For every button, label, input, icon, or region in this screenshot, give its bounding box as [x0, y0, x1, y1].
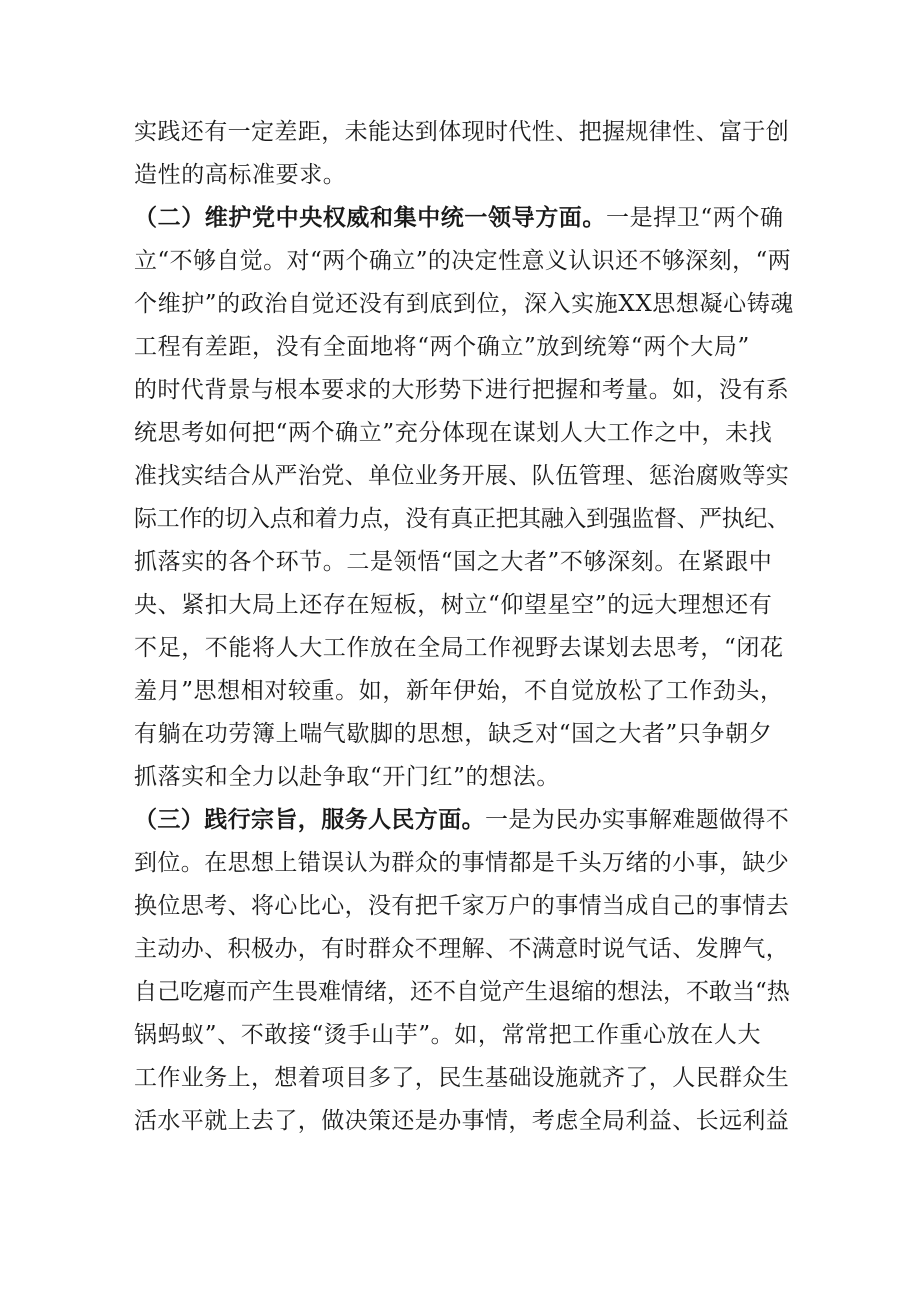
line-text: 自己吃瘪而产生畏难情绪，还不自觉产生退缩的想法，不敢当“热 — [134, 979, 790, 1005]
text-line — [134, 1020, 794, 1050]
text-line — [134, 375, 794, 405]
line-text: 际工作的切入点和着力点，没有真正把其融入到强监督、严执纪、 — [134, 506, 790, 532]
text-line — [134, 160, 794, 190]
line-text: 抓落实的各个环节。二是领悟“国之大者”不够深刻。在紧跟中 — [134, 549, 773, 575]
text-line — [134, 1063, 794, 1093]
text-line — [134, 934, 794, 964]
line-text: 换位思考、将心比心，没有把千家万户的事情当成自己的事情去 — [134, 893, 790, 919]
text-line — [134, 891, 794, 921]
text-line — [134, 977, 794, 1007]
line-text: 工作业务上，想着项目多了，民生基础设施就齐了，人民群众生 — [134, 1065, 790, 1091]
text-line — [134, 590, 794, 620]
text-line — [134, 676, 794, 706]
line-text: 一是为民办实事解难题做得不 — [485, 807, 790, 833]
line-text: 统思考如何把“两个确立”充分体现在谋划人大工作之中，未找 — [134, 420, 773, 446]
text-line — [134, 719, 794, 749]
text-line — [134, 418, 794, 448]
text-line — [134, 633, 794, 663]
line-text: 有躺在功劳簿上喘气歇脚的思想，缺乏对“国之大者”只争朝夕 — [134, 721, 773, 747]
text-line — [134, 547, 794, 577]
text-line — [134, 203, 794, 233]
line-text: 立“不够自觉。对“两个确立”的决定性意义认识还不够深刻，“两 — [134, 248, 792, 274]
line-text: 不足，不能将人大工作放在全局工作视野去谋划去思考，“闭花 — [134, 635, 784, 661]
section-heading: （三）践行宗旨，服务人民方面。 — [134, 806, 485, 833]
text-line — [134, 1106, 794, 1136]
text-line — [134, 461, 794, 491]
line-text: 的时代背景与根本要求的大形势下进行把握和考量。如，没有系 — [134, 377, 790, 403]
line-text: 工程有差距，没有全面地将“两个确立”放到统筹“两个大局” — [134, 334, 750, 360]
line-text: 一是捍卫“两个确 — [606, 205, 784, 231]
line-text: 央、紧扣大局上还存在短板，树立“仰望星空”的远大理想还有 — [134, 592, 773, 618]
text-line — [134, 117, 794, 147]
text-line — [134, 504, 794, 534]
line-text: 抓落实和全力以赴争取“开门红”的想法。 — [134, 764, 560, 790]
line-text: 羞月”思想相对较重。如，新年伊始，不自觉放松了工作劲头， — [134, 678, 784, 704]
text-line — [134, 848, 794, 878]
text-line — [134, 246, 794, 276]
line-text: 到位。在思想上错误认为群众的事情都是千头万绪的小事，缺少 — [134, 850, 790, 876]
line-text: 准找实结合从严治党、单位业务开展、队伍管理、惩治腐败等实 — [134, 463, 790, 489]
line-text: 个维护”的政治自觉还没有到底到位，深入实施XX思想凝心铸魂 — [134, 291, 794, 317]
line-text: 活水平就上去了，做决策还是办事情，考虑全局利益、长远利益 — [134, 1108, 790, 1134]
line-text: 锅蚂蚁”、不敢接“烫手山芋”。如，常常把工作重心放在人大 — [134, 1022, 762, 1048]
text-line — [134, 762, 794, 792]
text-line — [134, 332, 794, 362]
text-line — [134, 805, 794, 835]
line-text: 主动办、积极办，有时群众不理解、不满意时说气话、发脾气， — [134, 936, 790, 962]
line-text: 实践还有一定差距，未能达到体现时代性、把握规律性、富于创 — [134, 119, 790, 145]
line-text: 造性的高标准要求。 — [134, 162, 347, 188]
text-line — [134, 289, 794, 319]
section-heading: （二）维护党中央权威和集中统一领导方面。 — [134, 204, 606, 231]
